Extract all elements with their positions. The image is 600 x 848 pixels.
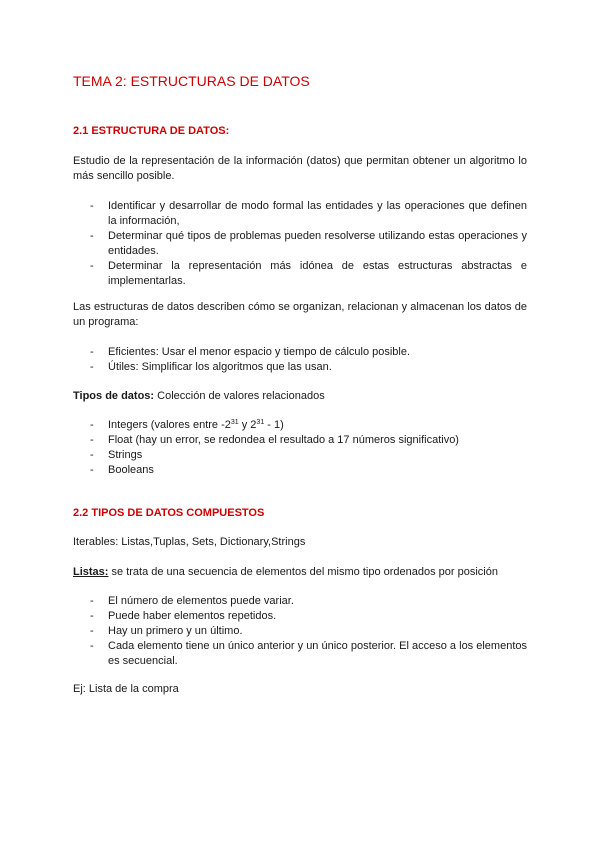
list-item: - Float (hay un error, se redondea el resultado a 17 números significativo) xyxy=(90,434,459,446)
list-item: - Determinar qué tipos de problemas pueden resolverse utilizando estas operaciones y entidades. xyxy=(90,230,527,257)
list-item: - Eficientes: Usar el menor espacio y tiempo de cálculo posible. xyxy=(90,346,411,358)
page-title: TEMA 2: ESTRUCTURAS DE DATOS xyxy=(73,73,310,89)
iterables-line: Iterables: Listas,Tuplas, Sets, Dictionary,Strings xyxy=(73,536,306,548)
listas-label: Listas: xyxy=(73,566,109,578)
list-item: - El número de elementos puede variar. xyxy=(90,595,294,607)
list-item: - Útiles: Simplificar los algoritmos que las usan. xyxy=(90,361,332,373)
tipos-de-datos-label: Tipos de datos: xyxy=(73,390,155,402)
list-item: - Puede haber elementos repetidos. xyxy=(90,610,277,622)
list-item: - Identificar y desarrollar de modo formal las entidades y las operaciones que definen la información, xyxy=(90,200,527,227)
listas-definition: Listas: se trata de una secuencia de elementos del mismo tipo ordenados por posición xyxy=(73,566,498,578)
list-item: - Booleans xyxy=(90,464,154,476)
data-types-list xyxy=(73,418,527,478)
list-item: - Integers (valores entre $-2^{31}$ y $2^{31} - 1$) xyxy=(90,419,284,431)
section1-intro: Estudio de la representación de la información (datos) que permitan obtener un algoritmo lo más sencillo posible. xyxy=(73,155,527,182)
list-item: - Determinar la representación más idónea de estas estructuras abstractas e implementarlas. xyxy=(90,260,527,287)
section-heading-2-1: 2.1 ESTRUCTURA DE DATOS: xyxy=(73,125,230,137)
list-item: - Hay un primero y un último. xyxy=(90,625,243,637)
section1-paragraph-2: Las estructuras de datos describen cómo se organizan, relacionan y almacenan los datos de un programa: xyxy=(73,301,527,328)
section-heading-2-2: 2.2 TIPOS DE DATOS COMPUESTOS xyxy=(73,507,265,519)
tipos-de-datos-line: Tipos de datos: Colección de valores relacionados xyxy=(73,390,325,402)
section1-bullet-list-2 xyxy=(73,345,527,375)
list-item: - Strings xyxy=(90,449,143,461)
list-item: - Cada elemento tiene un único anterior y un único posterior. El acceso a los elementos es secuencial. xyxy=(90,640,527,667)
section1-bullet-list xyxy=(73,199,527,289)
example-line: Ej: Lista de la compra xyxy=(73,683,179,695)
listas-bullet-list xyxy=(73,594,527,669)
